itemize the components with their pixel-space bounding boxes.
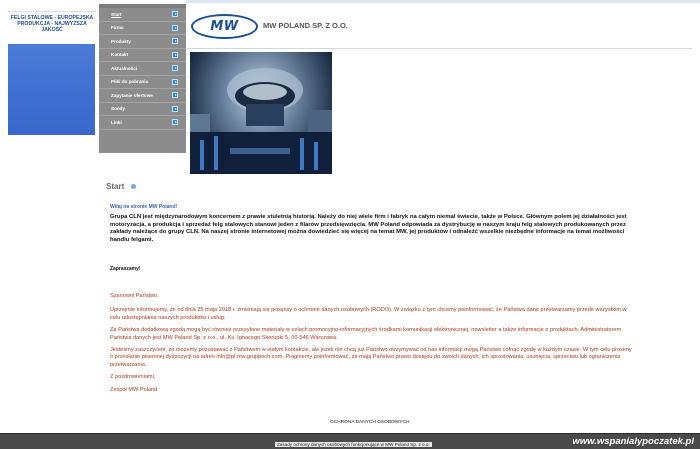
page-footer (0, 433, 700, 449)
menu-item-label: Sondy (111, 106, 126, 112)
menu-item-linki[interactable] (99, 116, 186, 130)
watermark: www.wspanialypoczatek.pl (572, 436, 694, 447)
menu-item-firma[interactable] (99, 22, 186, 36)
rodo-paragraph-1: Uprzejmie informujemy, że od dnia 25 maja 2018 r. zmieniają się przepisy o ochronie danych osobowych (RODO). W związku z tym chcemy poinformować, że Państwa dane przetwarzamy przede wszystkim w celu udostępniania naszych produktów i usług. (110, 307, 627, 321)
mw-logo[interactable] (191, 14, 258, 39)
menu-item-label: Zapytanie ofertowe (111, 92, 153, 98)
intro-paragraph: Grupa CLN jest międzynarodowym koncernem z prawie stuletnią historią. Należy do niej wiele firm i fabryk na całym niemal świecie, także w Polsce. Głównym polem jej działalności jest motoryzacja, a produkcja i sprzedaż felg stalowych stanowi jeden z filarów przedsięwzięcia. MW Poland odpowiada za dystrybucję w naszym kraju felg stalowych produkowanych przez zakłady należące do grupy CLN. Na naszej stronie internetowej można dowiedzieć się więcej na temat MW, jej produktów i odnaleźć wszelkie niezbędne informacje na temat możliwości handlu felgami. (110, 214, 627, 243)
menu-item-zapytanie[interactable] (99, 89, 186, 103)
arrow-right-icon (172, 52, 178, 58)
arrow-right-icon (172, 119, 178, 125)
header-photo (190, 52, 332, 174)
menu-item-start[interactable] (99, 8, 186, 22)
rodo-paragraph-2: Za Państwa dodatkową zgodą mogą być również przesyłane materiały w celach promocyjno-informacyjnych środkami komunikacji elektronicznej, newsletter a także informacje o produktach. Administratorem Państwa danych jest MW Poland Sp. z o.o., ul. Ks. Ignacego Skorupki 5, 00-546 Warszawa. (110, 327, 622, 341)
page-title: Start (106, 182, 125, 191)
company-name: MW POLAND SP. Z O.O. (263, 21, 348, 30)
info-icon (131, 184, 136, 189)
blue-banner (8, 44, 95, 135)
logo-text: MW (210, 19, 239, 34)
rodo-link[interactable]: OCHRONA DANYCH OSOBOWYCH (330, 420, 410, 425)
rodo-signature: Zespół MW Poland (110, 386, 158, 393)
menu-item-sondy[interactable] (99, 103, 186, 117)
menu-item-label: Aktualności (111, 65, 138, 71)
left-top-divider (8, 0, 96, 12)
menu-item-label: Produkty (111, 38, 131, 44)
rodo-salutation: Szanowni Państwo, (110, 293, 159, 299)
menu-item-produkty[interactable] (99, 35, 186, 49)
menu-item-aktualnosci[interactable] (99, 62, 186, 76)
arrow-right-icon (172, 65, 178, 71)
tagline (8, 12, 96, 44)
menu-item-label: Pliki do pobrania (111, 79, 149, 85)
arrow-right-icon (172, 11, 178, 17)
arrow-right-icon (172, 92, 178, 98)
footer-text[interactable]: Zasady ochrony danych osobowych funkcjonujące w MW Poland Sp. z o.o. (277, 442, 430, 447)
top-strip (186, 0, 700, 3)
rodo-closing: Z pozdrowieniami, (110, 374, 156, 381)
rodo-paragraph-3: Jesteśmy zaszczyceni, że możemy pozostawać z Państwem w stałym kontakcie, ale jeżeli nie chcą już Państwo otrzymywać od nas informacji mogą Państwo cofnąć zgodę w każdym czasie. W tym celu prosimy o przesłanie pisemnej dyspozycji na adres info@pl.mw.gruppoch.com. Pragniemy poinformować, że mają Państwo prawo dostępu do swoich danych, ich sprostowania, usunięcia, sprzeciwu lub ograniczenia przetwarzania. (110, 347, 632, 368)
menu-item-label: Kontakt (111, 52, 129, 58)
menu-item-label: Start (111, 11, 122, 17)
greeting-text: Zapraszamy! (110, 266, 141, 272)
menu-item-label: Firma (111, 25, 124, 31)
tagline-line-1: FELGI STALOWE - EUROPEJSKA (10, 15, 94, 21)
arrow-right-icon (172, 79, 178, 85)
menu-item-label: Linki (111, 119, 122, 125)
tagline-line-2: PRODUKCJA - NAJWYŻSZA JAKOŚĆ (17, 21, 87, 33)
rodo-notice (110, 293, 635, 399)
main-menu (99, 4, 186, 153)
footer-divider (0, 433, 700, 434)
page-header (186, 5, 692, 49)
menu-item-pliki[interactable] (99, 76, 186, 90)
welcome-text: Witaj na stronie MW Poland! (110, 204, 178, 210)
machinery-image (190, 52, 332, 174)
arrow-right-icon (172, 25, 178, 31)
menu-item-kontakt[interactable] (99, 49, 186, 63)
arrow-right-icon (172, 106, 178, 112)
left-column (8, 0, 96, 44)
arrow-right-icon (172, 38, 178, 44)
